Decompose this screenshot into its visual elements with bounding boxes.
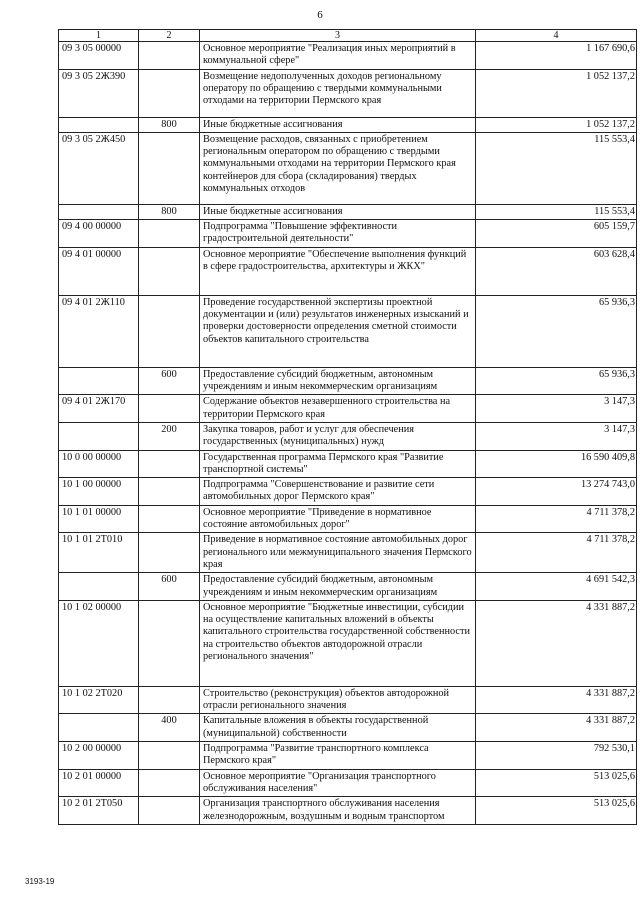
cell-item-name: Закупка товаров, работ и услуг для обеспечения государственных (муниципальных) нужд (200, 422, 476, 450)
cell-target-code: 10 0 00 00000 (59, 450, 139, 478)
cell-expense-type (139, 769, 200, 797)
cell-amount: 792 530,1 (476, 742, 637, 770)
cell-item-name: Основное мероприятие "Организация транспортного обслуживания населения" (200, 769, 476, 797)
cell-amount: 1 052 137,2 (476, 117, 637, 132)
table-row (59, 132, 637, 204)
table-row (59, 533, 637, 573)
cell-target-code: 10 2 00 00000 (59, 742, 139, 770)
cell-target-code (59, 117, 139, 132)
table-row (59, 220, 637, 248)
budget-table (58, 29, 637, 825)
table-row (59, 505, 637, 533)
cell-target-code: 09 3 05 00000 (59, 42, 139, 70)
cell-target-code: 10 2 01 00000 (59, 769, 139, 797)
cell-item-name: Предоставление субсидий бюджетным, автономным учреждениям и иным некоммерческим организациям (200, 367, 476, 395)
cell-target-code: 10 1 01 2Т010 (59, 533, 139, 573)
table-row (59, 117, 637, 132)
cell-amount: 3 147,3 (476, 395, 637, 423)
cell-target-code (59, 573, 139, 601)
cell-expense-type: 400 (139, 714, 200, 742)
cell-item-name: Капитальные вложения в объекты государственной (муниципальной) собственности (200, 714, 476, 742)
cell-item-name: Основное мероприятие "Приведение в нормативное состояние автомобильных дорог" (200, 505, 476, 533)
cell-expense-type: 800 (139, 117, 200, 132)
table-row (59, 573, 637, 601)
cell-amount: 4 691 542,3 (476, 573, 637, 601)
cell-expense-type (139, 505, 200, 533)
cell-item-name: Возмещение недополученных доходов региональному оператору по обращению с твердыми коммунальными отходами на территории Пермского края (200, 69, 476, 117)
cell-amount: 3 147,3 (476, 422, 637, 450)
cell-expense-type (139, 42, 200, 70)
cell-target-code (59, 204, 139, 219)
cell-expense-type (139, 69, 200, 117)
cell-amount: 603 628,4 (476, 247, 637, 295)
cell-item-name: Основное мероприятие "Реализация иных мероприятий в коммунальной сфере" (200, 42, 476, 70)
cell-target-code: 09 3 05 2Ж450 (59, 132, 139, 204)
cell-target-code: 10 1 02 00000 (59, 600, 139, 686)
cell-item-name: Государственная программа Пермского края "Развитие транспортной системы" (200, 450, 476, 478)
document-code: 3193-19 (25, 877, 55, 886)
cell-amount: 115 553,4 (476, 132, 637, 204)
cell-amount: 4 331 887,2 (476, 686, 637, 714)
table-row (59, 295, 637, 367)
cell-amount: 1 167 690,6 (476, 42, 637, 70)
cell-target-code (59, 422, 139, 450)
cell-amount: 1 052 137,2 (476, 69, 637, 117)
column-header-name: 3 (200, 30, 476, 42)
column-header-expense-type: 2 (139, 30, 200, 42)
cell-target-code: 10 1 02 2Т020 (59, 686, 139, 714)
cell-item-name: Содержание объектов незавершенного строительства на территории Пермского края (200, 395, 476, 423)
cell-item-name: Предоставление субсидий бюджетным, автономным учреждениям и иным некоммерческим организациям (200, 573, 476, 601)
table-row (59, 478, 637, 506)
cell-expense-type (139, 132, 200, 204)
table-row (59, 395, 637, 423)
cell-item-name: Иные бюджетные ассигнования (200, 204, 476, 219)
cell-amount: 4 711 378,2 (476, 533, 637, 573)
table-row (59, 42, 637, 70)
table-row (59, 797, 637, 825)
table-row (59, 204, 637, 219)
cell-amount: 13 274 743,0 (476, 478, 637, 506)
cell-amount: 605 159,7 (476, 220, 637, 248)
table-row (59, 367, 637, 395)
table-row (59, 714, 637, 742)
cell-amount: 4 711 378,2 (476, 505, 637, 533)
cell-expense-type: 200 (139, 422, 200, 450)
cell-amount: 65 936,3 (476, 295, 637, 367)
cell-amount: 16 590 409,8 (476, 450, 637, 478)
cell-expense-type: 600 (139, 367, 200, 395)
table-row (59, 686, 637, 714)
cell-amount: 4 331 887,2 (476, 714, 637, 742)
cell-expense-type (139, 533, 200, 573)
cell-item-name: Подпрограмма "Развитие транспортного комплекса Пермского края" (200, 742, 476, 770)
cell-amount: 513 025,6 (476, 769, 637, 797)
table-header-row (59, 30, 637, 42)
cell-item-name: Возмещение расходов, связанных с приобретением региональным оператором по обращению с твердыми коммунальными отходами на территории Пермского края контейнеров для сбора (складирования) твердых коммунальных отходов (200, 132, 476, 204)
cell-expense-type (139, 220, 200, 248)
cell-expense-type: 800 (139, 204, 200, 219)
cell-target-code (59, 714, 139, 742)
cell-item-name: Организация транспортного обслуживания населения железнодорожным, воздушным и водным транспортом (200, 797, 476, 825)
page-number: 6 (317, 9, 323, 21)
table-row (59, 600, 637, 686)
cell-amount: 65 936,3 (476, 367, 637, 395)
column-header-code: 1 (59, 30, 139, 42)
cell-item-name: Основное мероприятие "Обеспечение выполнения функций в сфере градостроительства, архитектуры и ЖКХ" (200, 247, 476, 295)
cell-target-code: 10 1 01 00000 (59, 505, 139, 533)
cell-target-code: 10 2 01 2Т050 (59, 797, 139, 825)
table-row (59, 247, 637, 295)
cell-amount: 513 025,6 (476, 797, 637, 825)
cell-expense-type (139, 686, 200, 714)
cell-item-name: Приведение в нормативное состояние автомобильных дорог регионального или межмуниципального значения Пермского края (200, 533, 476, 573)
column-header-amount: 4 (476, 30, 637, 42)
cell-item-name: Строительство (реконструкция) объектов автодорожной отрасли регионального значения (200, 686, 476, 714)
cell-item-name: Подпрограмма "Повышение эффективности градостроительной деятельности" (200, 220, 476, 248)
cell-amount: 115 553,4 (476, 204, 637, 219)
cell-target-code: 09 4 01 00000 (59, 247, 139, 295)
cell-amount: 4 331 887,2 (476, 600, 637, 686)
cell-target-code: 10 1 00 00000 (59, 478, 139, 506)
table-row (59, 422, 637, 450)
table-row (59, 69, 637, 117)
cell-item-name: Основное мероприятие "Бюджетные инвестиции, субсидии на осуществление капитальных вложений в объекты капитального строительства государственной собственности на строительство объектов автодорожной отрасли регионального значения" (200, 600, 476, 686)
cell-item-name: Проведение государственной экспертизы проектной документации и (или) результатов инженерных изысканий и проверки достоверности определения сметной стоимости объектов капитального строительства (200, 295, 476, 367)
cell-target-code: 09 4 01 2Ж110 (59, 295, 139, 367)
cell-expense-type (139, 247, 200, 295)
table-row (59, 769, 637, 797)
cell-expense-type (139, 478, 200, 506)
cell-expense-type (139, 797, 200, 825)
cell-expense-type (139, 600, 200, 686)
cell-target-code: 09 4 01 2Ж170 (59, 395, 139, 423)
cell-target-code: 09 3 05 2Ж390 (59, 69, 139, 117)
cell-expense-type (139, 395, 200, 423)
cell-item-name: Иные бюджетные ассигнования (200, 117, 476, 132)
cell-target-code (59, 367, 139, 395)
table-row (59, 450, 637, 478)
table-row (59, 742, 637, 770)
cell-expense-type: 600 (139, 573, 200, 601)
cell-expense-type (139, 450, 200, 478)
cell-expense-type (139, 295, 200, 367)
cell-item-name: Подпрограмма "Совершенствование и развитие сети автомобильных дорог Пермского края" (200, 478, 476, 506)
cell-target-code: 09 4 00 00000 (59, 220, 139, 248)
cell-expense-type (139, 742, 200, 770)
